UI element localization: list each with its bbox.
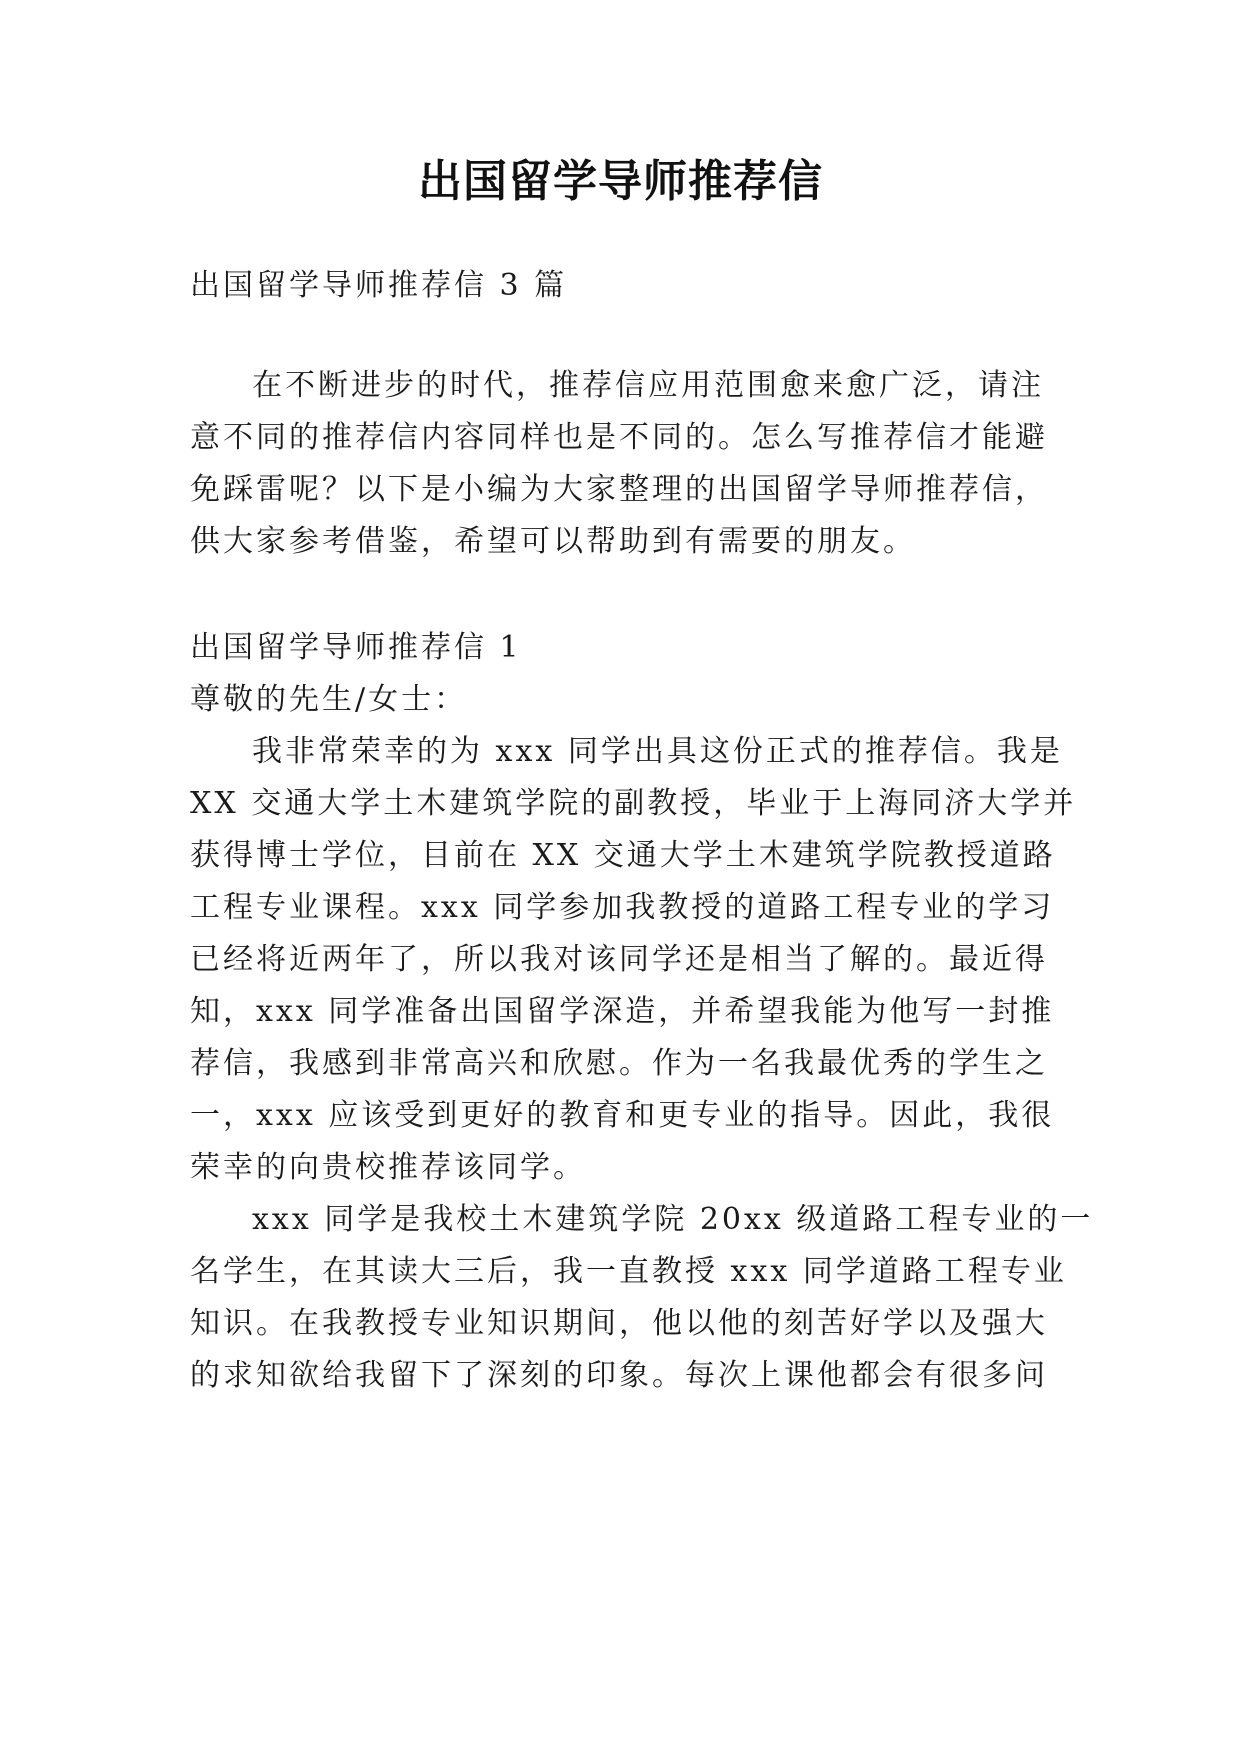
paragraph-line: 知，xxx 同学准备出国留学深造，并希望我能为他写一封推 — [190, 994, 1055, 1029]
salutation: 尊敬的先生/女士： — [190, 682, 468, 717]
paragraph-line: 名学生，在其读大三后，我一直教授 xxx 同学道路工程专业 — [190, 1254, 1067, 1289]
paragraph-line: 获得博士学位，目前在 XX 交通大学土木建筑学院教授道路 — [190, 838, 1056, 873]
paragraph-line: 我非常荣幸的为 xxx 同学出具这份正式的推荐信。我是 — [252, 734, 1063, 769]
intro-line: 在不断进步的时代，推荐信应用范围愈来愈广泛，请注 — [252, 368, 1044, 403]
intro-line: 免踩雷呢？以下是小编为大家整理的出国留学导师推荐信， — [190, 472, 1048, 507]
document-subtitle: 出国留学导师推荐信 3 篇 — [190, 268, 568, 303]
paragraph-line: 工程专业课程。xxx 同学参加我教授的道路工程专业的学习 — [190, 890, 1055, 925]
paragraph-line: 荐信，我感到非常高兴和欣慰。作为一名我最优秀的学生之 — [190, 1046, 1048, 1081]
paragraph-line: 知识。在我教授专业知识期间，他以他的刻苦好学以及强大 — [190, 1306, 1048, 1341]
paragraph-line: 一，xxx 应该受到更好的教育和更专业的指导。因此，我很 — [190, 1098, 1055, 1133]
intro-line: 供大家参考借鉴，希望可以帮助到有需要的朋友。 — [190, 524, 916, 559]
paragraph-line: 的求知欲给我留下了深刻的印象。每次上课他都会有很多问 — [190, 1358, 1048, 1393]
paragraph-line: xxx 同学是我校土木建筑学院 20xx 级道路工程专业的一 — [252, 1202, 1094, 1237]
paragraph-line: 荣幸的向贵校推荐该同学。 — [190, 1150, 586, 1185]
intro-line: 意不同的推荐信内容同样也是不同的。怎么写推荐信才能避 — [190, 420, 1048, 455]
paragraph-line: XX 交通大学土木建筑学院的副教授，毕业于上海同济大学并 — [190, 786, 1077, 821]
section-heading: 出国留学导师推荐信 1 — [190, 630, 522, 665]
document-title: 出国留学导师推荐信 — [418, 156, 823, 207]
paragraph-line: 已经将近两年了，所以我对该同学还是相当了解的。最近得 — [190, 942, 1048, 977]
